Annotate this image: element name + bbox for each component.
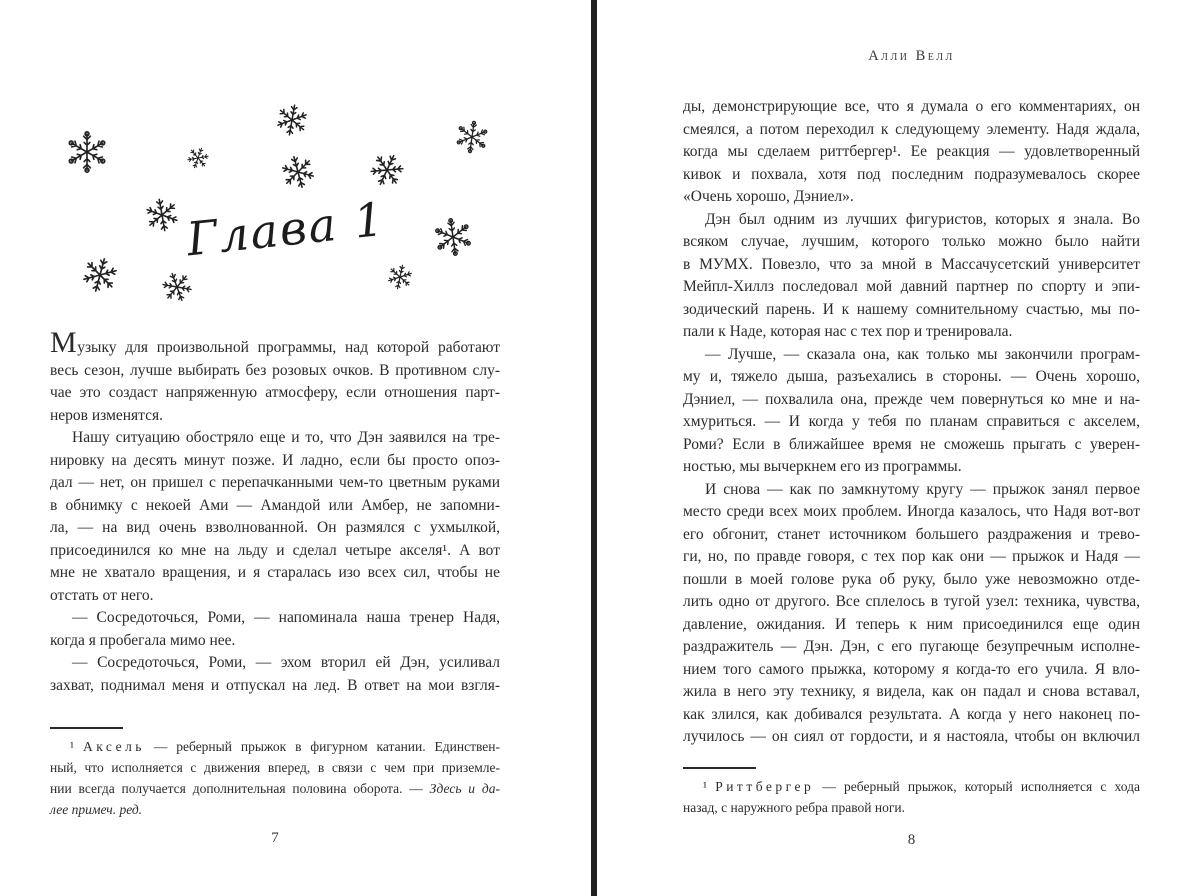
text-line: дал — нет, он пришел с перепачканными чем-то цветным руками <box>50 474 500 491</box>
footnote-rule <box>683 767 756 769</box>
text-line: давление, ожидания. И теперь к ним присоединился еще один <box>683 615 1140 633</box>
drop-cap: М <box>50 326 78 359</box>
footnote <box>50 736 500 820</box>
text-line: зодический парень. И к нашему сомнительному счастью, мы по- <box>683 300 1140 318</box>
text-line: мне не хватало вращения, и я старалась изо всех сил, чтобы не <box>50 564 500 581</box>
page-number: 7 <box>271 830 279 846</box>
footnote-line <box>50 736 500 757</box>
body-text <box>50 326 500 697</box>
text-line: пали к Наде, которая нас с тех пор и тренировала. <box>683 323 1013 340</box>
text-line: — Сосредоточься, Роми, — напоминала наша тренер Надя, <box>72 609 500 626</box>
text-line: Дэн был одним из лучших фигуристов, которых я знала. Во <box>705 210 1140 228</box>
body-text <box>683 96 1140 749</box>
text-line: весь сезон, лучше выбирать без розовых очков. В противном слу- <box>50 361 500 379</box>
right-book-page <box>597 0 1182 896</box>
footnote-text: нии всегда получается дополнительная половина оборота. — <box>50 781 430 796</box>
chapter-title: Глава 1 <box>184 191 389 267</box>
footnote-line <box>50 757 500 778</box>
text-line: чае это создаст напряженную атмосферу, если отношения парт- <box>50 384 500 401</box>
footnote-rule <box>50 727 123 729</box>
text-line: жила в него эту технику, я видела, как он падал и снова вставал, <box>683 683 1140 700</box>
footnote-text: ¹ <box>703 779 716 794</box>
text-line: раздражитель — Дэн. Дэн, с его пугающе безупречным исполне- <box>683 638 1140 655</box>
text-line: Мейпл-Хиллз последовал мой давний партнер по спорту и эпи- <box>683 278 1140 295</box>
page-number: 8 <box>907 832 916 848</box>
text-line: нировку на десять минут позже. И ладно, если бы просто опоз- <box>50 451 500 469</box>
text-line: кивок и похвала, хотя под последним подразумевалось скорее <box>683 165 1140 183</box>
text-line: Дэниел, — похвалила она, прежде чем повернуться ко мне и на- <box>683 390 1140 408</box>
text-line: ла, — на вид очень взволнованной. Он размялся с ухмылкой, <box>50 519 500 536</box>
running-header: Алли Велл <box>868 48 955 64</box>
footnote <box>683 776 1140 818</box>
text-line: Музыку для произвольной программы, над которой работают <box>50 326 500 359</box>
footnote-text: лее примеч. ред. <box>50 802 143 817</box>
text-line: Роми? Если в ближайшее время не сможешь прыгать с уверен- <box>683 435 1140 453</box>
text-line: захват, поднимал меня и отпускал на лед. В ответ на мои взгля- <box>50 676 500 694</box>
text-line: место среди всех моих проблем. Иногда казалось, что Надя вот-вот <box>683 503 1140 520</box>
snowflake-icon <box>382 259 418 295</box>
text-line: хмуриться. — И когда у тебя по планам справиться с акселем, <box>683 413 1140 430</box>
text-line: как злился, как добивался результата. А когда у него наконец по- <box>683 705 1140 723</box>
snowflake-icon <box>64 129 110 175</box>
snowflake-icon <box>181 141 214 174</box>
snowflake-icon <box>452 117 493 158</box>
footnote-text: Риттбергер <box>715 779 815 794</box>
text-line: отстать от него. <box>50 586 154 604</box>
text-line: его обгонит, станет источником большего раздражения и трево- <box>683 525 1140 543</box>
text-line: ды, демонстрирующие все, что я думала о его комментариях, он <box>683 98 1140 115</box>
footnote-text: Аксель <box>82 739 145 754</box>
snowflake-icon <box>74 249 125 300</box>
text-line: — Лучше, — сказала она, как только мы закончили програм- <box>705 345 1140 363</box>
text-line: лить одно от другого. Все сплелось в тугой узел: техника, чувства, <box>683 593 1140 610</box>
text-line: ги, но, по правде говоря, с тех пор как они — прыжок и Надя — <box>683 548 1140 565</box>
footnote-text: — реберный прыжок в фигурном катании. Единствен- <box>144 739 500 754</box>
snowflake-icon <box>429 213 476 260</box>
text-line: неров изменятся. <box>50 406 164 424</box>
text-line: — Сосредоточься, Роми, — эхом вторил ей Дэн, усиливал <box>72 654 500 671</box>
snowflake-icon <box>270 98 314 142</box>
footnote-line <box>50 799 500 820</box>
text-line: Нашу ситуацию обостряло еще и то, что Дэн заявился на тре- <box>72 429 500 446</box>
text-line: когда мы сделаем риттбергер¹. Ее реакция — удовлетворенный <box>683 143 1140 160</box>
text-line: «Очень хорошо, Дэниел». <box>683 188 854 205</box>
text-line: в МУМХ. Повезло, что за мной в Массачусетский университет <box>683 255 1140 273</box>
book-spine-gutter <box>591 0 597 896</box>
text-line: И снова — как по замкнутому кругу — прыжок занял первое <box>705 480 1140 498</box>
footnote-line <box>50 778 500 799</box>
text-line: когда я пробегала мимо нее. <box>50 631 236 649</box>
footnote-text: Здесь и да- <box>429 781 500 796</box>
text-line: пошли в моей голове рука об руку, было уже невозможно отде- <box>683 570 1140 588</box>
text-line: в обнимку с некоей Ами — Амандой или Амбер, не запомни- <box>50 496 500 514</box>
text-line: нием того самого прыжка, которому я когда-то его учила. Я вло- <box>683 660 1140 678</box>
snowflake-icon <box>274 148 323 197</box>
text-line: присоединился ко мне на льду и сделал четыре акселя¹. А вот <box>50 541 500 559</box>
text-line: му и, тяжело дыша, разъехались в стороны. — Очень хорошо, <box>683 368 1140 385</box>
footnote-text: ¹ <box>70 739 83 754</box>
text-line: смеялся, а потом переходил к следующему элементу. Надя ждала, <box>683 120 1140 138</box>
footnote-text: — реберный прыжок, который исполняется с хода <box>814 779 1140 794</box>
footnote-line <box>683 797 1140 818</box>
text-line: лучилось — он сиял от гордости, и я настояла, чтобы он включил <box>683 728 1140 745</box>
footnote-text: назад, с наружного ребра правой ноги. <box>683 800 905 815</box>
footnote-line <box>683 776 1140 797</box>
text-line: всяком случае, лучшим, которого только можно было найти <box>683 233 1140 250</box>
text-line: ностью, мы вычеркнем его из программы. <box>683 458 962 475</box>
footnote-text: ный, что исполняется с движения вперед, в связи с чем при приземле- <box>50 760 500 775</box>
